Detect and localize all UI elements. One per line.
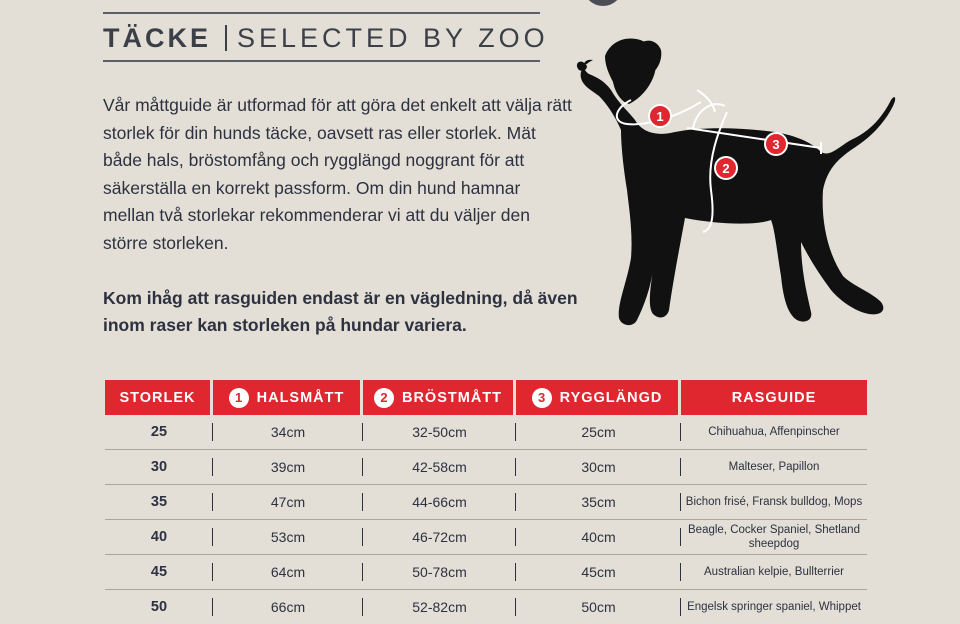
cell-chest: 42-58cm [363, 450, 516, 484]
measurement-marker-1 [649, 105, 671, 127]
marker-2-label: 2 [722, 161, 730, 176]
table-row [105, 555, 867, 590]
cell-chest: 50-78cm [363, 555, 516, 589]
header-neck-label: HALSMÅTT [256, 389, 345, 406]
brand-heading [103, 18, 549, 58]
brand-rule-top [103, 12, 540, 14]
brand-separator [225, 25, 227, 51]
dog-silhouette-icon [577, 38, 895, 325]
cell-size: 40 [105, 520, 213, 554]
dog-measurement-diagram [575, 20, 915, 340]
header-size-label: STORLEK [119, 389, 196, 406]
marker-3-label: 3 [772, 137, 780, 152]
cell-neck: 39cm [213, 450, 363, 484]
cell-neck: 66cm [213, 590, 363, 624]
cell-neck: 64cm [213, 555, 363, 589]
size-table-header [105, 380, 867, 415]
cell-size: 45 [105, 555, 213, 589]
cell-size: 50 [105, 590, 213, 624]
header-breeds-label: RASGUIDE [731, 389, 817, 406]
dog-svg [575, 20, 915, 340]
size-table [105, 380, 867, 624]
cell-size: 30 [105, 450, 213, 484]
measurement-marker-2 [715, 157, 737, 179]
cell-back: 45cm [516, 555, 681, 589]
cell-chest: 44-66cm [363, 485, 516, 519]
cell-chest: 46-72cm [363, 520, 516, 554]
cell-neck: 47cm [213, 485, 363, 519]
header-back [516, 380, 681, 415]
header-size [105, 380, 213, 415]
table-row [105, 415, 867, 450]
brand-name: TÄCKE [103, 23, 211, 53]
header-neck [213, 380, 363, 415]
measurement-marker-3 [765, 133, 787, 155]
top-decoration [583, 0, 623, 6]
brand-tagline: SELECTED BY ZOO [237, 23, 549, 53]
cell-back: 40cm [516, 520, 681, 554]
table-row [105, 450, 867, 485]
cell-size: 25 [105, 415, 213, 449]
cell-size: 35 [105, 485, 213, 519]
cell-breeds: Engelsk springer spaniel, Whippet [687, 601, 861, 613]
marker-1-label: 1 [656, 109, 664, 124]
table-row [105, 520, 867, 555]
cell-chest: 32-50cm [363, 415, 516, 449]
brand-rule-bottom [103, 60, 540, 62]
table-row [105, 485, 867, 520]
header-neck-number-badge: 1 [229, 388, 249, 408]
cell-back: 30cm [516, 450, 681, 484]
cell-neck: 34cm [213, 415, 363, 449]
header-breeds [681, 380, 867, 415]
intro-paragraph: Vår måttguide är utformad för att göra det enkelt att välja rätt storlek för din hunds täcke, oavsett ras eller storlek. Mät både hals, bröstomfång och rygglängd noggrant för att säkerställa en korrekt passform. Om din hund hamnar mellan två storlekar rekommenderar vi att du väljer den större storleken. [103, 95, 572, 253]
header-back-label: RYGGLÄNGD [559, 389, 663, 406]
cell-breeds: Chihuahua, Affenpinscher [708, 426, 840, 438]
header-chest-number-badge: 2 [374, 388, 394, 408]
cell-back: 25cm [516, 415, 681, 449]
cell-breeds: Bichon frisé, Fransk bulldog, Mops [685, 496, 863, 508]
table-row [105, 590, 867, 624]
cell-chest: 52-82cm [363, 590, 516, 624]
cell-breeds: Malteser, Papillon [728, 461, 820, 473]
note-paragraph: Kom ihåg att rasguiden endast är en vägledning, då även inom raser kan storleken på hundar variera. [103, 288, 578, 335]
size-table-body [105, 415, 867, 624]
cell-breeds: Australian kelpie, Bullterrier [704, 566, 844, 578]
header-chest-label: BRÖSTMÅTT [401, 389, 502, 406]
cell-neck: 53cm [213, 520, 363, 554]
cell-back: 35cm [516, 485, 681, 519]
cell-breeds: Beagle, Cocker Spaniel, Shetland sheepdog [688, 524, 860, 550]
header-chest [363, 380, 516, 415]
header-back-number-badge: 3 [532, 388, 552, 408]
cell-back: 50cm [516, 590, 681, 624]
